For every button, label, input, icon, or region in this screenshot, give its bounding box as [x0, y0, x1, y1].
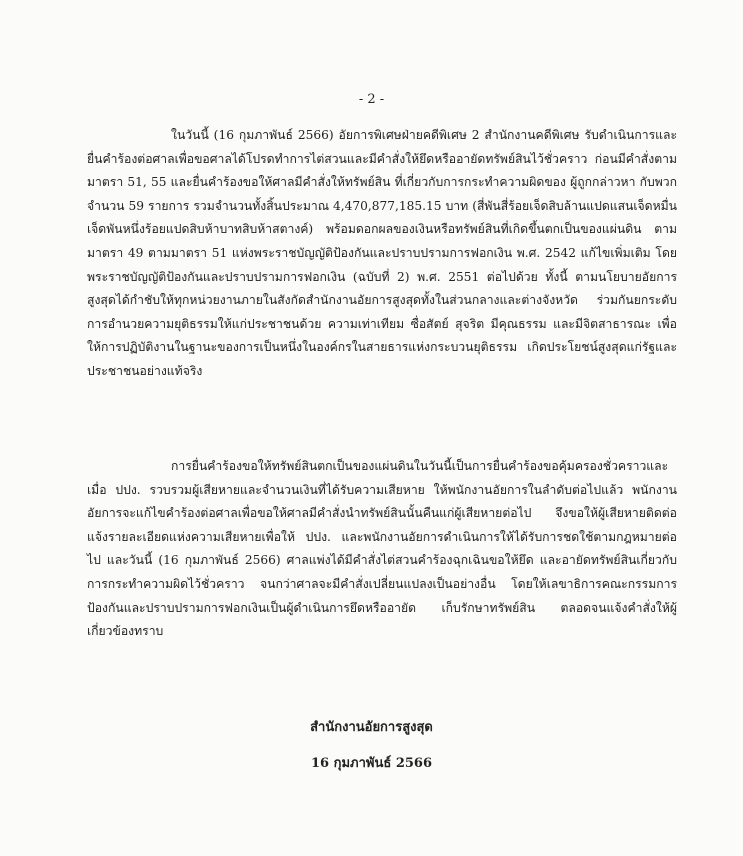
paragraph-announcement: ในวันนี้ (16 กุมภาพันธ์ 2566) อัยการพิเศษฝ่ายคดีพิเศษ 2 สำนักงานคดีพิเศษ รับดำเนินการและยื่นคำร้องต่อศาลเพื่อขอศาลได้โปรดทำการไต่สวนและมีคำสั่งให้ยึดหรืออายัดทรัพย์สินไว้ชั่วคราว ก่อนมีคำสั่งตามมาตรา 51, 55 และยื่นคำร้องขอให้ศาลมีคำสั่งให้ทรัพย์สิน ที่เกี่ยวกับการกระทำความผิดของ ผู้ถูกกล่าวหา กับพวก จำนวน 59 รายการ รวมจำนวนทั้งสิ้นประมาณ 4,470,877,185.15 บาท (สี่พันสี่ร้อยเจ็ดสิบล้านแปดแสนเจ็ดหมื่นเจ็ดพันหนึ่งร้อยแปดสิบห้าบาทสิบห้าสตางค์) พร้อมดอกผลของเงินหรือทรัพย์สินที่เกิดขึ้นตกเป็นของแผ่นดิน ตามมาตรา 49 ตามมาตรา 51 แห่งพระราชบัญญัติป้องกันและปราบปรามการฟอกเงิน พ.ศ. 2542 แก้ไขเพิ่มเติม โดยพระราชบัญญัติป้องกันและปราบปรามการฟอกเงิน (ฉบับที่ 2) พ.ศ. 2551 ต่อไปด้วย ทั้งนี้ ตามนโยบายอัยการสูงสุดได้กำชับให้ทุกหน่วยงานภายในสังกัดสำนักงานอัยการสูงสุดทั้งในส่วนกลางและต่างจังหวัด ร่วมกันยกระดับการอำนวยความยุติธรรมให้แก่ประชาชนด้วย ความเท่าเทียม ซื่อสัตย์ สุจริต มีคุณธรรม และมีจิตสาธารณะ เพื่อให้การปฏิบัติงานในฐานะของการเป็นหนึ่งในองค์กรในสายธารแห่งกระบวนยุติธรรม เกิดประโยชน์สูงสุดแก่รัฐและประชาชนอย่างแท้จริง: [87, 128, 677, 378]
page-number: - 2 -: [358, 92, 385, 107]
signature-date: 16 กุมภาพันธ์ 2566: [310, 756, 433, 771]
paragraph-petition: การยื่นคำร้องขอให้ทรัพย์สินตกเป็นของแผ่นดินในวันนี้เป็นการยื่นคำร้องขอคุ้มครองชั่วคราวและเมื่อ ปปง. รวบรวมผู้เสียหายและจำนวนเงินที่ได้รับความเสียหาย ให้พนักงานอัยการในลำดับต่อไปแล้ว พนักงานอัยการจะแก้ไขคำร้องต่อศาลเพื่อขอให้ศาลมีคำสั่งนำทรัพย์สินนั้นคืนแก่ผู้เสียหายต่อไป จึงขอให้ผู้เสียหายติดต่อแจ้งรายละเอียดแห่งความเสียหายเพื่อให้ ปปง. และพนักงานอัยการดำเนินการให้ได้รับการชดใช้ตามกฎหมายต่อไป และวันนี้ (16 กุมภาพันธ์ 2566) ศาลแพ่งได้มีคำสั่งไต่สวนคำร้องฉุกเฉินขอให้ยึด และอายัดทรัพย์สินเกี่ยวกับการกระทำความผิดไว้ชั่วคราว จนกว่าศาลจะมีคำสั่งเปลี่ยนแปลงเป็นอย่างอื่น โดยให้เลขาธิการคณะกรรมการป้องกันและปราบปรามการฟอกเงินเป็นผู้ดำเนินการยึดหรืออายัด เก็บรักษาทรัพย์สิน ตลอดจนแจ้งคำสั่งให้ผู้เกี่ยวข้องทราบ: [87, 459, 677, 639]
signature-office: สำนักงานอัยการสูงสุด: [310, 720, 433, 735]
